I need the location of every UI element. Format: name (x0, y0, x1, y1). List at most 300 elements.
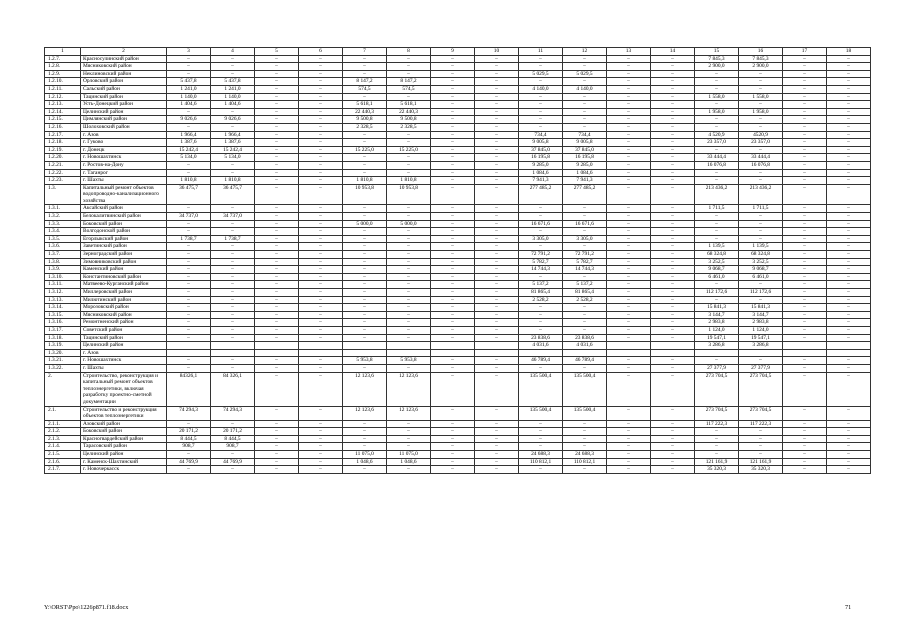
value-cell: – (299, 428, 343, 436)
value-cell: – (827, 451, 871, 459)
value-cell: – (343, 228, 387, 236)
value-cell: – (739, 116, 783, 124)
value-cell: 1 810,8 (343, 177, 387, 185)
value-cell: 213 436,2 (695, 184, 739, 205)
value-cell: 5 437,8 (211, 78, 255, 86)
value-cell: 16 671,6 (563, 220, 607, 228)
value-cell: – (519, 123, 563, 131)
value-cell: – (431, 458, 475, 466)
value-cell: – (739, 220, 783, 228)
value-cell: – (299, 357, 343, 365)
value-cell: – (475, 266, 519, 274)
value-cell: – (519, 319, 563, 327)
table-row (45, 289, 871, 297)
value-cell: – (607, 266, 651, 274)
value-cell: 7 941,3 (563, 177, 607, 185)
value-cell: – (563, 311, 607, 319)
value-cell: – (343, 139, 387, 147)
value-cell: – (827, 55, 871, 63)
row-name-cell: г. Шахты (81, 177, 167, 185)
table-row (45, 349, 871, 357)
row-number-cell: 1.3.10. (45, 273, 81, 281)
value-cell: – (475, 326, 519, 334)
value-cell: 5 029,5 (563, 70, 607, 78)
value-cell: – (343, 428, 387, 436)
value-cell: – (695, 146, 739, 154)
value-cell: – (695, 101, 739, 109)
table-row (45, 319, 871, 327)
row-number-cell: 1.2.14. (45, 108, 81, 116)
value-cell: – (299, 372, 343, 406)
row-number-cell: 1.3.6. (45, 243, 81, 251)
value-cell: – (299, 258, 343, 266)
row-name-cell: Миллеровский район (81, 289, 167, 297)
value-cell: – (783, 131, 827, 139)
value-cell: – (167, 289, 211, 297)
table-row (45, 326, 871, 334)
value-cell: – (211, 289, 255, 297)
value-cell: – (651, 311, 695, 319)
value-cell: – (827, 93, 871, 101)
value-cell: – (783, 273, 827, 281)
value-cell: – (827, 184, 871, 205)
value-cell: 1 810,8 (211, 177, 255, 185)
value-cell: – (431, 55, 475, 63)
value-cell: – (783, 428, 827, 436)
value-cell: – (475, 139, 519, 147)
value-cell: – (651, 220, 695, 228)
value-cell: – (695, 213, 739, 221)
value-cell: – (695, 169, 739, 177)
value-cell: – (475, 466, 519, 474)
value-cell: – (607, 184, 651, 205)
table-row (45, 235, 871, 243)
value-cell: – (827, 326, 871, 334)
value-cell: 9 005,8 (563, 139, 607, 147)
value-cell: – (651, 266, 695, 274)
value-cell: – (827, 466, 871, 474)
value-cell: – (519, 326, 563, 334)
value-cell: – (607, 70, 651, 78)
value-cell: – (607, 289, 651, 297)
row-number-cell: 1.2.21. (45, 161, 81, 169)
value-cell: 1 738,7 (211, 235, 255, 243)
value-cell: 277 485,2 (563, 184, 607, 205)
value-cell: – (387, 205, 431, 213)
value-cell: 5 437,8 (167, 78, 211, 86)
value-cell: – (255, 420, 299, 428)
row-name-cell: г. Донецк (81, 146, 167, 154)
value-cell: – (431, 131, 475, 139)
value-cell: 1 738,7 (167, 235, 211, 243)
row-number-cell: 1.2.17. (45, 131, 81, 139)
value-cell: 19 547,1 (739, 334, 783, 342)
value-cell: – (387, 70, 431, 78)
value-cell: – (387, 258, 431, 266)
value-cell: – (651, 428, 695, 436)
row-name-cell: Мясниковский район (81, 63, 167, 71)
row-number-cell: 1.3.18. (45, 334, 81, 342)
value-cell: – (607, 326, 651, 334)
row-name-cell: г. Ростов-на-Дону (81, 161, 167, 169)
value-cell: – (827, 435, 871, 443)
value-cell: – (607, 357, 651, 365)
value-cell: – (563, 78, 607, 86)
value-cell: – (783, 205, 827, 213)
value-cell: – (651, 458, 695, 466)
value-cell: – (607, 281, 651, 289)
row-name-cell: Егорлыкский район (81, 235, 167, 243)
value-cell: 11 075,0 (343, 451, 387, 459)
value-cell: 7 941,3 (519, 177, 563, 185)
value-cell: – (827, 235, 871, 243)
value-cell: 5 782,7 (563, 258, 607, 266)
table-row (45, 281, 871, 289)
value-cell: – (695, 235, 739, 243)
value-cell: 3 305,0 (519, 235, 563, 243)
value-cell: – (651, 326, 695, 334)
value-cell: – (783, 326, 827, 334)
value-cell: – (827, 304, 871, 312)
row-number-cell: 1.3.8. (45, 258, 81, 266)
value-cell: – (783, 154, 827, 162)
value-cell: – (343, 70, 387, 78)
value-cell: – (651, 406, 695, 420)
value-cell: – (431, 63, 475, 71)
value-cell: – (563, 116, 607, 124)
value-cell: – (827, 458, 871, 466)
value-cell: – (475, 108, 519, 116)
value-cell: – (475, 123, 519, 131)
value-cell: – (739, 296, 783, 304)
value-cell: 16 076,8 (739, 161, 783, 169)
value-cell: 1 558,0 (695, 93, 739, 101)
table-row (45, 184, 871, 205)
value-cell: 1 810,8 (387, 177, 431, 185)
value-cell: – (299, 243, 343, 251)
value-cell: – (607, 451, 651, 459)
value-cell: – (607, 205, 651, 213)
value-cell: 46 789,4 (519, 357, 563, 365)
column-header: 2 (81, 48, 167, 56)
value-cell: – (211, 108, 255, 116)
value-cell: – (651, 146, 695, 154)
value-cell: 2 983,8 (695, 319, 739, 327)
value-cell: – (827, 289, 871, 297)
value-cell: – (475, 63, 519, 71)
value-cell: – (695, 296, 739, 304)
value-cell: – (431, 123, 475, 131)
value-cell: – (255, 55, 299, 63)
value-cell: – (739, 435, 783, 443)
value-cell: 72 791,2 (519, 251, 563, 259)
value-cell: 16 195,8 (519, 154, 563, 162)
value-cell: – (431, 154, 475, 162)
value-cell: – (255, 289, 299, 297)
row-number-cell: 1.3.21. (45, 357, 81, 365)
value-cell: 121 161,9 (695, 458, 739, 466)
value-cell: – (739, 443, 783, 451)
value-cell: – (651, 169, 695, 177)
row-name-cell: Усть-Донецкий район (81, 101, 167, 109)
value-cell: – (519, 205, 563, 213)
value-cell: – (431, 372, 475, 406)
value-cell: – (519, 311, 563, 319)
row-number-cell: 1.3.13. (45, 296, 81, 304)
value-cell: – (431, 435, 475, 443)
value-cell: – (739, 70, 783, 78)
value-cell: – (299, 273, 343, 281)
row-number-cell: 1.3.19. (45, 342, 81, 350)
value-cell: – (607, 304, 651, 312)
value-cell: 2 528,2 (519, 296, 563, 304)
value-cell: – (299, 161, 343, 169)
value-cell: – (651, 364, 695, 372)
value-cell: 22 440,3 (387, 108, 431, 116)
value-cell: – (211, 420, 255, 428)
row-number-cell: 1.3.14. (45, 304, 81, 312)
value-cell: – (739, 177, 783, 185)
value-cell: – (211, 63, 255, 71)
value-cell: – (167, 357, 211, 365)
value-cell: 3 305,0 (563, 235, 607, 243)
value-cell: – (563, 364, 607, 372)
value-cell: – (211, 451, 255, 459)
value-cell: – (827, 357, 871, 365)
value-cell: – (431, 108, 475, 116)
value-cell: – (739, 213, 783, 221)
value-cell: – (827, 428, 871, 436)
table-row (45, 420, 871, 428)
value-cell: – (167, 70, 211, 78)
value-cell: – (607, 139, 651, 147)
value-cell: – (651, 435, 695, 443)
value-cell: 15 242,4 (167, 146, 211, 154)
value-cell: 4 140,0 (519, 85, 563, 93)
value-cell: – (607, 420, 651, 428)
value-cell: – (827, 70, 871, 78)
value-cell: – (475, 428, 519, 436)
value-cell: – (387, 281, 431, 289)
row-number-cell: 2.1.4. (45, 443, 81, 451)
value-cell (343, 342, 387, 350)
value-cell: – (651, 154, 695, 162)
row-name-cell: Красносулинский район (81, 55, 167, 63)
table-row (45, 406, 871, 420)
row-name-cell: Целинский район (81, 451, 167, 459)
table-row (45, 70, 871, 78)
value-cell: 5 000,0 (387, 220, 431, 228)
value-cell: – (255, 451, 299, 459)
value-cell: – (651, 116, 695, 124)
value-cell: – (431, 406, 475, 420)
value-cell: 1 387,6 (211, 139, 255, 147)
value-cell: 2 328,5 (343, 123, 387, 131)
value-cell: – (475, 154, 519, 162)
table-row (45, 435, 871, 443)
value-cell: – (167, 334, 211, 342)
value-cell: – (695, 177, 739, 185)
value-cell: – (607, 466, 651, 474)
value-cell: 1 387,6 (167, 139, 211, 147)
row-name-cell: Тарасовский район (81, 443, 167, 451)
value-cell: 72 791,2 (563, 251, 607, 259)
row-name-cell: Цимлянский район (81, 116, 167, 124)
value-cell: – (827, 228, 871, 236)
value-cell: – (343, 281, 387, 289)
row-name-cell: Шолоховский район (81, 123, 167, 131)
value-cell (211, 349, 255, 357)
value-cell: – (387, 154, 431, 162)
value-cell: – (431, 228, 475, 236)
value-cell: 135 500,4 (519, 372, 563, 406)
value-cell: – (475, 169, 519, 177)
value-cell: – (827, 220, 871, 228)
value-cell: – (387, 139, 431, 147)
row-name-cell: г. Новошахтинск (81, 154, 167, 162)
value-cell: – (695, 281, 739, 289)
value-cell: 9 285,0 (563, 161, 607, 169)
value-cell: – (475, 289, 519, 297)
table-row (45, 266, 871, 274)
row-number-cell: 1.2.13. (45, 101, 81, 109)
value-cell: – (475, 131, 519, 139)
value-cell: – (299, 78, 343, 86)
value-cell: – (827, 78, 871, 86)
row-number-cell: 2. (45, 372, 81, 406)
value-cell: – (255, 406, 299, 420)
value-cell: – (827, 243, 871, 251)
value-cell: – (607, 213, 651, 221)
table-row (45, 169, 871, 177)
value-cell: – (387, 466, 431, 474)
value-cell: – (431, 213, 475, 221)
value-cell: – (827, 251, 871, 259)
value-cell: 8 444,5 (211, 435, 255, 443)
value-cell: 33 444,4 (695, 154, 739, 162)
table-row (45, 101, 871, 109)
value-cell: 5 618,1 (387, 101, 431, 109)
value-cell: 734,4 (563, 131, 607, 139)
value-cell: 1 966,4 (167, 131, 211, 139)
value-cell: 117 222,3 (739, 420, 783, 428)
value-cell: – (299, 443, 343, 451)
value-cell (299, 349, 343, 357)
value-cell: 81 865,4 (519, 289, 563, 297)
row-number-cell: 1.2.12. (45, 93, 81, 101)
value-cell: – (607, 161, 651, 169)
value-cell: – (255, 228, 299, 236)
row-number-cell: 1.2.22. (45, 169, 81, 177)
value-cell: – (607, 435, 651, 443)
value-cell: – (255, 85, 299, 93)
row-name-cell: Зимовниковский район (81, 258, 167, 266)
table-row (45, 85, 871, 93)
value-cell: – (255, 266, 299, 274)
column-header: 4 (211, 48, 255, 56)
row-number-cell: 1.2.23. (45, 177, 81, 185)
value-cell: – (299, 435, 343, 443)
value-cell: – (255, 235, 299, 243)
value-cell: – (387, 319, 431, 327)
value-cell: – (651, 334, 695, 342)
value-cell: – (695, 228, 739, 236)
value-cell: 9 500,8 (387, 116, 431, 124)
value-cell: – (783, 364, 827, 372)
table-row (45, 146, 871, 154)
value-cell: – (387, 326, 431, 334)
value-cell: – (607, 228, 651, 236)
row-name-cell: Тацинский район (81, 334, 167, 342)
value-cell: 35 320,3 (739, 466, 783, 474)
value-cell: – (387, 266, 431, 274)
value-cell: 12 123,6 (343, 372, 387, 406)
row-name-cell: г. Гуково (81, 139, 167, 147)
value-cell: – (827, 139, 871, 147)
value-cell: – (343, 235, 387, 243)
value-cell: – (431, 169, 475, 177)
value-cell (387, 349, 431, 357)
row-number-cell: 1.3.5. (45, 235, 81, 243)
value-cell: – (299, 169, 343, 177)
value-cell: – (783, 289, 827, 297)
value-cell: 5 782,7 (519, 258, 563, 266)
table-row (45, 63, 871, 71)
value-cell: – (783, 458, 827, 466)
value-cell: – (475, 258, 519, 266)
row-number-cell: 1.2.8. (45, 63, 81, 71)
value-cell: – (255, 131, 299, 139)
value-cell: – (299, 458, 343, 466)
value-cell: 4 031,6 (519, 342, 563, 350)
row-number-cell: 1.3.9. (45, 266, 81, 274)
value-cell: 15 225,0 (387, 146, 431, 154)
value-cell: – (387, 243, 431, 251)
value-cell: 1 048,6 (387, 458, 431, 466)
value-cell: 15 242,4 (211, 146, 255, 154)
value-cell: 4520,9 (739, 131, 783, 139)
value-cell: 1 966,4 (211, 131, 255, 139)
value-cell: – (431, 235, 475, 243)
value-cell: – (827, 154, 871, 162)
row-number-cell: 1.2.9. (45, 70, 81, 78)
value-cell: 35 320,3 (695, 466, 739, 474)
value-cell: – (431, 220, 475, 228)
value-cell: – (387, 420, 431, 428)
value-cell: 10 953,8 (387, 184, 431, 205)
value-cell: – (299, 420, 343, 428)
value-cell: 1 139,5 (739, 243, 783, 251)
value-cell: – (211, 258, 255, 266)
value-cell: – (343, 311, 387, 319)
row-name-cell: г. Новошахтинск (81, 357, 167, 365)
value-cell: – (607, 243, 651, 251)
value-cell: 135 500,4 (519, 406, 563, 420)
value-cell: 19 547,1 (695, 334, 739, 342)
value-cell: – (695, 85, 739, 93)
value-cell: – (475, 243, 519, 251)
value-cell: – (167, 161, 211, 169)
value-cell: 36 475,7 (211, 184, 255, 205)
value-cell: – (475, 406, 519, 420)
value-cell: – (475, 184, 519, 205)
value-cell: – (387, 63, 431, 71)
table-row (45, 334, 871, 342)
value-cell: – (607, 443, 651, 451)
value-cell: – (783, 70, 827, 78)
value-cell: – (827, 281, 871, 289)
value-cell: – (299, 296, 343, 304)
